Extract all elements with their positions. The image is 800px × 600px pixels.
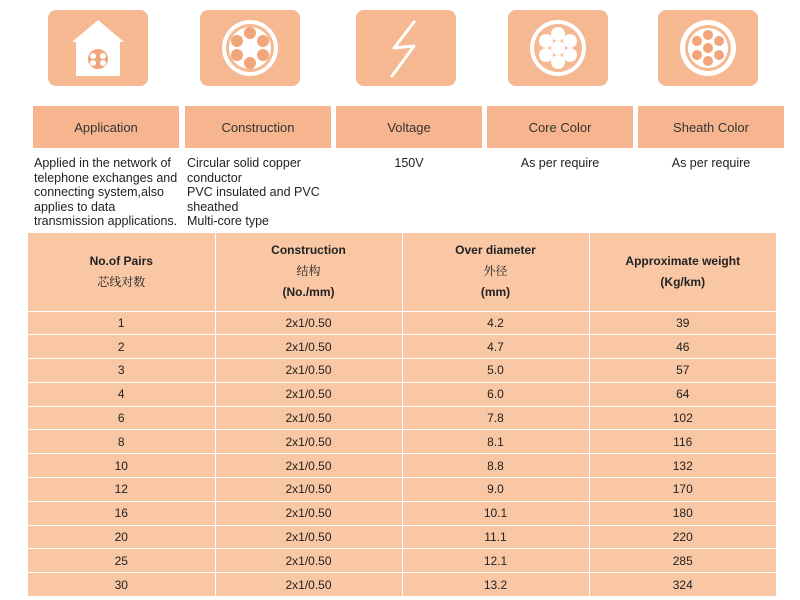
cell-weight: 57 [589,359,776,383]
category-construction [185,106,331,148]
cell-weight: 64 [589,382,776,406]
category-core-color [487,106,633,148]
spec-table [28,233,776,597]
voltage-description [336,156,482,171]
category-label: Application [74,119,138,135]
cell-weight: 46 [589,335,776,359]
header-unit: (mm) [480,285,511,300]
header-unit: (Kg/km) [660,274,706,289]
construction-icon-tile [200,10,300,86]
lightning-icon [374,16,438,80]
description-line: Applied in the network of [34,156,171,170]
cell-pairs: 30 [28,573,215,597]
table-row [28,573,776,597]
voltage-icon-tile [356,10,456,86]
cell-diameter: 13.2 [402,573,589,597]
cell-diameter: 7.8 [402,406,589,430]
cell-construction: 2x1/0.50 [215,454,402,478]
description-line: sheathed [187,199,239,214]
cell-diameter: 5.0 [402,359,589,383]
description-line: applies to data [34,199,116,214]
cell-weight: 324 [589,573,776,597]
cell-weight: 39 [589,311,776,335]
cell-construction: 2x1/0.50 [215,501,402,525]
cell-weight: 132 [589,454,776,478]
cell-pairs: 16 [28,501,215,525]
header-unit: (No./mm) [282,285,335,300]
cell-construction: 2x1/0.50 [215,311,402,335]
table-row [28,382,776,406]
table-row [28,525,776,549]
table-row [28,501,776,525]
cell-construction: 2x1/0.50 [215,359,402,383]
cell-construction: 2x1/0.50 [215,406,402,430]
cell-diameter: 8.1 [402,430,589,454]
cell-weight: 102 [589,406,776,430]
house-icon [68,16,128,80]
cell-diameter: 4.2 [402,311,589,335]
sheath-color-description [638,156,784,171]
cell-diameter: 9.0 [402,478,589,502]
cell-construction: 2x1/0.50 [215,478,402,502]
cell-diameter: 11.1 [402,525,589,549]
description-line: As per require [520,156,600,170]
table-row [28,311,776,335]
header-cn: 外径 [483,264,508,279]
cell-construction: 2x1/0.50 [215,382,402,406]
table-row [28,549,776,573]
cell-weight: 180 [589,501,776,525]
category-voltage [336,106,482,148]
description-line: As per require [671,156,751,170]
header-en: Construction [271,243,346,258]
header-weight [589,233,776,311]
core-color-description [487,156,633,171]
header-en: No.of Pairs [89,253,153,268]
cell-diameter: 8.8 [402,454,589,478]
core-color-icon-tile [508,10,608,86]
table-row [28,406,776,430]
cell-weight: 170 [589,478,776,502]
cell-pairs: 25 [28,549,215,573]
description-line: PVC insulated and PVC [187,185,320,199]
cell-pairs: 8 [28,430,215,454]
cell-pairs: 6 [28,406,215,430]
cell-weight: 220 [589,525,776,549]
description-line: transmission applications. [34,214,178,228]
category-sheath-color [638,106,784,148]
header-over-diameter [402,233,589,311]
cell-diameter: 10.1 [402,501,589,525]
cell-construction: 2x1/0.50 [215,573,402,597]
header-cn: 结构 [296,264,321,279]
cell-pairs: 10 [28,454,215,478]
cell-diameter: 12.1 [402,549,589,573]
cell-construction: 2x1/0.50 [215,335,402,359]
category-label: Construction [221,119,295,135]
description-line: Multi-core type [187,214,269,228]
table-row [28,454,776,478]
cell-diameter: 4.7 [402,335,589,359]
cable-cross-section-icon [218,16,282,80]
cell-pairs: 3 [28,359,215,383]
header-pairs [28,233,215,311]
header-cn: 芯线对数 [97,274,146,289]
construction-description [187,156,337,229]
cell-pairs: 20 [28,525,215,549]
sheath-ring-icon [676,16,740,80]
application-icon-tile [48,10,148,86]
table-row [28,335,776,359]
core-strands-icon [526,16,590,80]
description-line: conductor [187,170,242,185]
table-row [28,478,776,502]
header-construction [215,233,402,311]
application-description [34,156,184,229]
table-header-row [28,233,776,311]
sheath-color-icon-tile [658,10,758,86]
category-label: Core Color [528,119,592,135]
description-line: 150V [394,156,424,170]
cell-pairs: 2 [28,335,215,359]
cell-pairs: 12 [28,478,215,502]
cell-construction: 2x1/0.50 [215,525,402,549]
description-line: telephone exchanges and [34,170,178,185]
description-line: connecting system,also [34,185,164,199]
cell-construction: 2x1/0.50 [215,430,402,454]
cell-pairs: 4 [28,382,215,406]
header-en: Over diameter [455,243,536,258]
category-label: Voltage [387,119,431,135]
description-line: Circular solid copper [187,156,301,170]
header-en: Approximate weight [625,253,741,268]
category-application [33,106,179,148]
cell-construction: 2x1/0.50 [215,549,402,573]
table-row [28,359,776,383]
cell-weight: 116 [589,430,776,454]
cell-pairs: 1 [28,311,215,335]
cell-weight: 285 [589,549,776,573]
table-row [28,430,776,454]
category-label: Sheath Color [673,119,749,135]
cell-diameter: 6.0 [402,382,589,406]
